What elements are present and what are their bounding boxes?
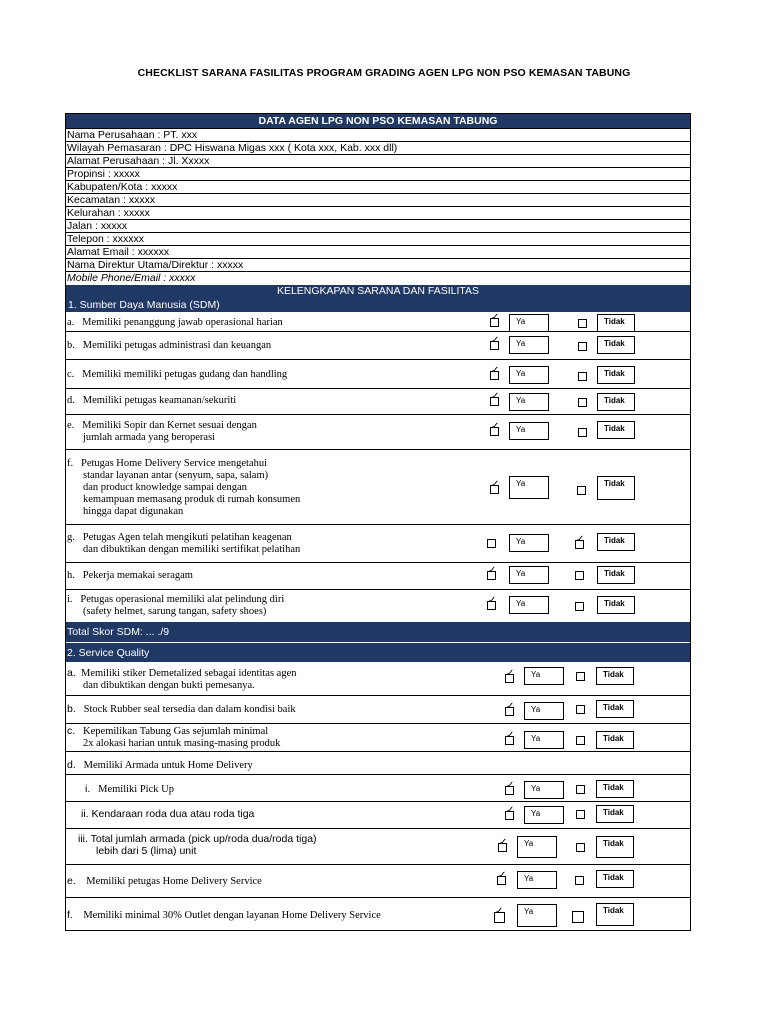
service-a-ya-label: Ya xyxy=(524,667,564,685)
service-item-b: b. Stock Rubber seal tersedia dan dalam kondisi baik xyxy=(67,703,296,715)
sdm-b-ya-checkbox[interactable] xyxy=(490,335,500,350)
sdm-f-tidak-checkbox[interactable] xyxy=(577,486,586,495)
check-icon: ✓ xyxy=(499,837,508,848)
check-icon: ✓ xyxy=(491,365,500,376)
service-f-tidak-checkbox[interactable] xyxy=(572,911,584,923)
sdm-c-ya-checkbox[interactable] xyxy=(490,365,500,380)
check-icon: ✓ xyxy=(491,391,500,402)
row-divider xyxy=(66,562,690,563)
row-divider xyxy=(66,331,690,332)
row-divider xyxy=(66,524,690,525)
check-icon: ✓ xyxy=(506,805,515,816)
facilities-header: KELENGKAPAN SARANA DAN FASILITAS xyxy=(66,285,690,298)
sdm-i-tidak-label: Tidak xyxy=(597,596,635,614)
service-a-tidak-checkbox[interactable] xyxy=(576,672,585,681)
checklist-sheet xyxy=(65,113,691,931)
sdm-section-header: 1. Sumber Daya Manusia (SDM) xyxy=(66,298,690,312)
row-divider xyxy=(66,864,690,865)
service-item-d-ii: ii. Kendaraan roda dua atau roda tiga xyxy=(81,808,255,820)
sdm-b-tidak-label: Tidak xyxy=(597,336,635,354)
agent-row-regency: Kabupaten/Kota : xxxxx xyxy=(66,180,690,193)
agent-row-director: Nama Direktur Utama/Direktur : xxxxx xyxy=(66,258,690,271)
sdm-i-tidak-checkbox[interactable] xyxy=(575,602,584,611)
service-item-d: d. Memiliki Armada untuk Home Delivery xyxy=(67,759,253,771)
row-divider xyxy=(66,897,690,898)
sdm-g-tidak-checkbox[interactable] xyxy=(575,534,585,549)
service-f-tidak-label: Tidak xyxy=(596,903,634,926)
check-icon: ✓ xyxy=(495,906,504,917)
sdm-item-e: e. Memiliki Sopir dan Kernet sesuai dengan jumlah armada yang beroperasi xyxy=(67,420,257,443)
check-icon: ✓ xyxy=(491,479,500,490)
sdm-e-tidak-checkbox[interactable] xyxy=(578,428,587,437)
sdm-item-i: i. Petugas operasional memiliki alat pelindung diri (safety helmet, sarung tangan, safety shoes) xyxy=(67,594,285,617)
row-divider xyxy=(66,774,690,775)
sdm-f-ya-label: Ya xyxy=(509,476,549,499)
agent-row-company: Nama Perusahaan : PT. xxx xyxy=(66,128,690,141)
check-icon: ✓ xyxy=(506,701,515,712)
service-c-ya-checkbox[interactable] xyxy=(505,730,515,745)
row-divider xyxy=(66,589,690,590)
sdm-f-tidak-label: Tidak xyxy=(597,476,635,500)
sdm-item-g: g. Petugas Agen telah mengikuti pelatihan keagenan dan dibuktikan dengan memiliki sertifikat pelatihan xyxy=(67,532,301,555)
sdm-c-tidak-label: Tidak xyxy=(597,366,635,384)
row-divider xyxy=(66,751,690,752)
row-divider xyxy=(66,388,690,389)
page-title: CHECKLIST SARANA FASILITAS PROGRAM GRADING AGEN LPG NON PSO KEMASAN TABUNG xyxy=(137,67,631,79)
service-b-tidak-label: Tidak xyxy=(596,700,634,718)
service-d-ii-tidak-label: Tidak xyxy=(596,805,634,823)
service-d-i-ya-checkbox[interactable] xyxy=(505,780,515,795)
service-a-ya-checkbox[interactable] xyxy=(505,668,515,683)
sdm-d-tidak-checkbox[interactable] xyxy=(578,398,587,407)
service-item-a: a. Memiliki stiker Demetalized sebagai identitas agen dan dibuktikan dengan bukti pemesanya. xyxy=(67,667,297,691)
service-b-ya-label: Ya xyxy=(524,702,564,720)
sdm-c-ya-label: Ya xyxy=(509,366,549,384)
service-d-iii-tidak-label: Tidak xyxy=(596,836,634,858)
service-d-iii-ya-checkbox[interactable] xyxy=(498,837,508,852)
service-c-ya-label: Ya xyxy=(524,731,564,749)
service-e-tidak-checkbox[interactable] xyxy=(575,876,584,885)
check-icon: ✓ xyxy=(506,730,515,741)
service-f-ya-label: Ya xyxy=(517,904,557,927)
service-d-iii-tidak-checkbox[interactable] xyxy=(576,843,585,852)
sdm-i-ya-label: Ya xyxy=(509,596,549,614)
service-c-tidak-label: Tidak xyxy=(596,731,634,749)
sdm-g-tidak-label: Tidak xyxy=(597,533,635,551)
agent-row-phone: Telepon : xxxxxx xyxy=(66,232,690,245)
check-icon: ✓ xyxy=(491,335,500,346)
row-divider xyxy=(66,449,690,450)
service-d-ii-ya-checkbox[interactable] xyxy=(505,805,515,820)
service-b-ya-checkbox[interactable] xyxy=(505,701,515,716)
sdm-i-ya-checkbox[interactable] xyxy=(487,595,497,610)
row-divider xyxy=(66,723,690,724)
sdm-a-ya-label: Ya xyxy=(509,314,549,332)
sdm-e-ya-checkbox[interactable] xyxy=(490,421,500,436)
sdm-g-ya-checkbox[interactable] xyxy=(487,539,496,548)
check-icon: ✓ xyxy=(506,780,515,791)
row-divider xyxy=(66,414,690,415)
check-icon: ✓ xyxy=(506,668,515,679)
agent-row-mobile: Mobile Phone/Email : xxxxx xyxy=(66,271,690,285)
agent-row-region: Wilayah Pemasaran : DPC Hiswana Migas xxx ( Kota xxx, Kab. xxx dll) xyxy=(66,141,690,154)
sdm-h-tidak-checkbox[interactable] xyxy=(575,571,584,580)
sdm-h-ya-checkbox[interactable] xyxy=(487,565,497,580)
sdm-d-tidak-label: Tidak xyxy=(597,393,635,411)
sdm-c-tidak-checkbox[interactable] xyxy=(578,372,587,381)
row-divider xyxy=(66,828,690,829)
service-item-c: c. Kepemilikan Tabung Gas sejumlah minimal 2x alokasi harian untuk masing-masing produk xyxy=(67,725,281,749)
agent-row-province: Propinsi : xxxxx xyxy=(66,167,690,180)
service-d-i-tidak-label: Tidak xyxy=(596,780,634,798)
service-item-e: e. Memiliki petugas Home Delivery Service xyxy=(67,875,262,887)
check-icon: ✓ xyxy=(491,312,500,323)
sdm-g-ya-label: Ya xyxy=(509,534,549,552)
service-d-i-tidak-checkbox[interactable] xyxy=(576,785,585,794)
sdm-a-tidak-label: Tidak xyxy=(597,314,635,332)
row-divider xyxy=(66,359,690,360)
service-c-tidak-checkbox[interactable] xyxy=(576,736,585,745)
sdm-h-ya-label: Ya xyxy=(509,566,549,584)
agent-row-district: Kecamatan : xxxxx xyxy=(66,193,690,206)
service-section-header: 2. Service Quality xyxy=(66,642,690,662)
agent-data-header: DATA AGEN LPG NON PSO KEMASAN TABUNG xyxy=(66,114,690,128)
service-item-d-i: i. Memiliki Pick Up xyxy=(85,783,174,795)
sdm-b-ya-label: Ya xyxy=(509,336,549,354)
sdm-d-ya-label: Ya xyxy=(509,393,549,411)
check-icon: ✓ xyxy=(576,534,585,545)
sdm-item-f: f. Petugas Home Delivery Service mengetahui standar layanan antar (senyum, sapa, salam) dan product knowledge sampai dengan kemampuan memasang produk di rumah konsumen hingga dapat digunakan xyxy=(67,458,301,517)
agent-row-village: Kelurahan : xxxxx xyxy=(66,206,690,219)
sdm-e-ya-label: Ya xyxy=(509,422,549,440)
service-e-tidak-label: Tidak xyxy=(596,870,634,888)
service-d-ii-tidak-checkbox[interactable] xyxy=(576,810,585,819)
service-f-ya-checkbox[interactable] xyxy=(494,906,505,923)
sdm-f-ya-checkbox[interactable] xyxy=(490,479,500,494)
sdm-item-h: h. Pekerja memakai seragam xyxy=(67,570,193,581)
sdm-item-c: c. Memiliki memiliki petugas gudang dan handling xyxy=(67,369,288,380)
sdm-item-a: a. Memiliki penanggung jawab operasional harian xyxy=(67,317,283,328)
sdm-b-tidak-checkbox[interactable] xyxy=(578,342,587,351)
sdm-h-tidak-label: Tidak xyxy=(597,566,635,584)
sdm-d-ya-checkbox[interactable] xyxy=(490,391,500,406)
service-d-ii-ya-label: Ya xyxy=(524,806,564,824)
agent-row-street: Jalan : xxxxx xyxy=(66,219,690,232)
agent-row-email: Alamat Email : xxxxxx xyxy=(66,245,690,258)
sdm-item-d: d. Memiliki petugas keamanan/sekuriti xyxy=(67,395,237,406)
check-icon: ✓ xyxy=(488,595,497,606)
check-icon: ✓ xyxy=(491,421,500,432)
service-b-tidak-checkbox[interactable] xyxy=(576,705,585,714)
check-icon: ✓ xyxy=(498,870,507,881)
service-a-tidak-label: Tidak xyxy=(596,667,634,685)
row-divider xyxy=(66,801,690,802)
sdm-a-ya-checkbox[interactable] xyxy=(490,312,500,327)
agent-row-address: Alamat Perusahaan : Jl. Xxxxx xyxy=(66,154,690,167)
service-item-d-iii: iii. Total jumlah armada (pick up/roda dua/roda tiga) lebih dari 5 (lima) unit xyxy=(78,833,317,857)
sdm-a-tidak-checkbox[interactable] xyxy=(578,319,587,328)
sdm-total-score: Total Skor SDM: ... ./9 xyxy=(66,622,690,642)
service-d-i-ya-label: Ya xyxy=(524,781,564,799)
row-divider xyxy=(66,695,690,696)
service-e-ya-label: Ya xyxy=(517,871,557,889)
service-item-f: f. Memiliki minimal 30% Outlet dengan layanan Home Delivery Service xyxy=(67,909,381,921)
sdm-item-b: b. Memiliki petugas administrasi dan keuangan xyxy=(67,340,272,351)
sdm-e-tidak-label: Tidak xyxy=(597,421,635,439)
check-icon: ✓ xyxy=(488,565,497,576)
service-e-ya-checkbox[interactable] xyxy=(497,870,507,885)
service-d-iii-ya-label: Ya xyxy=(517,836,557,858)
